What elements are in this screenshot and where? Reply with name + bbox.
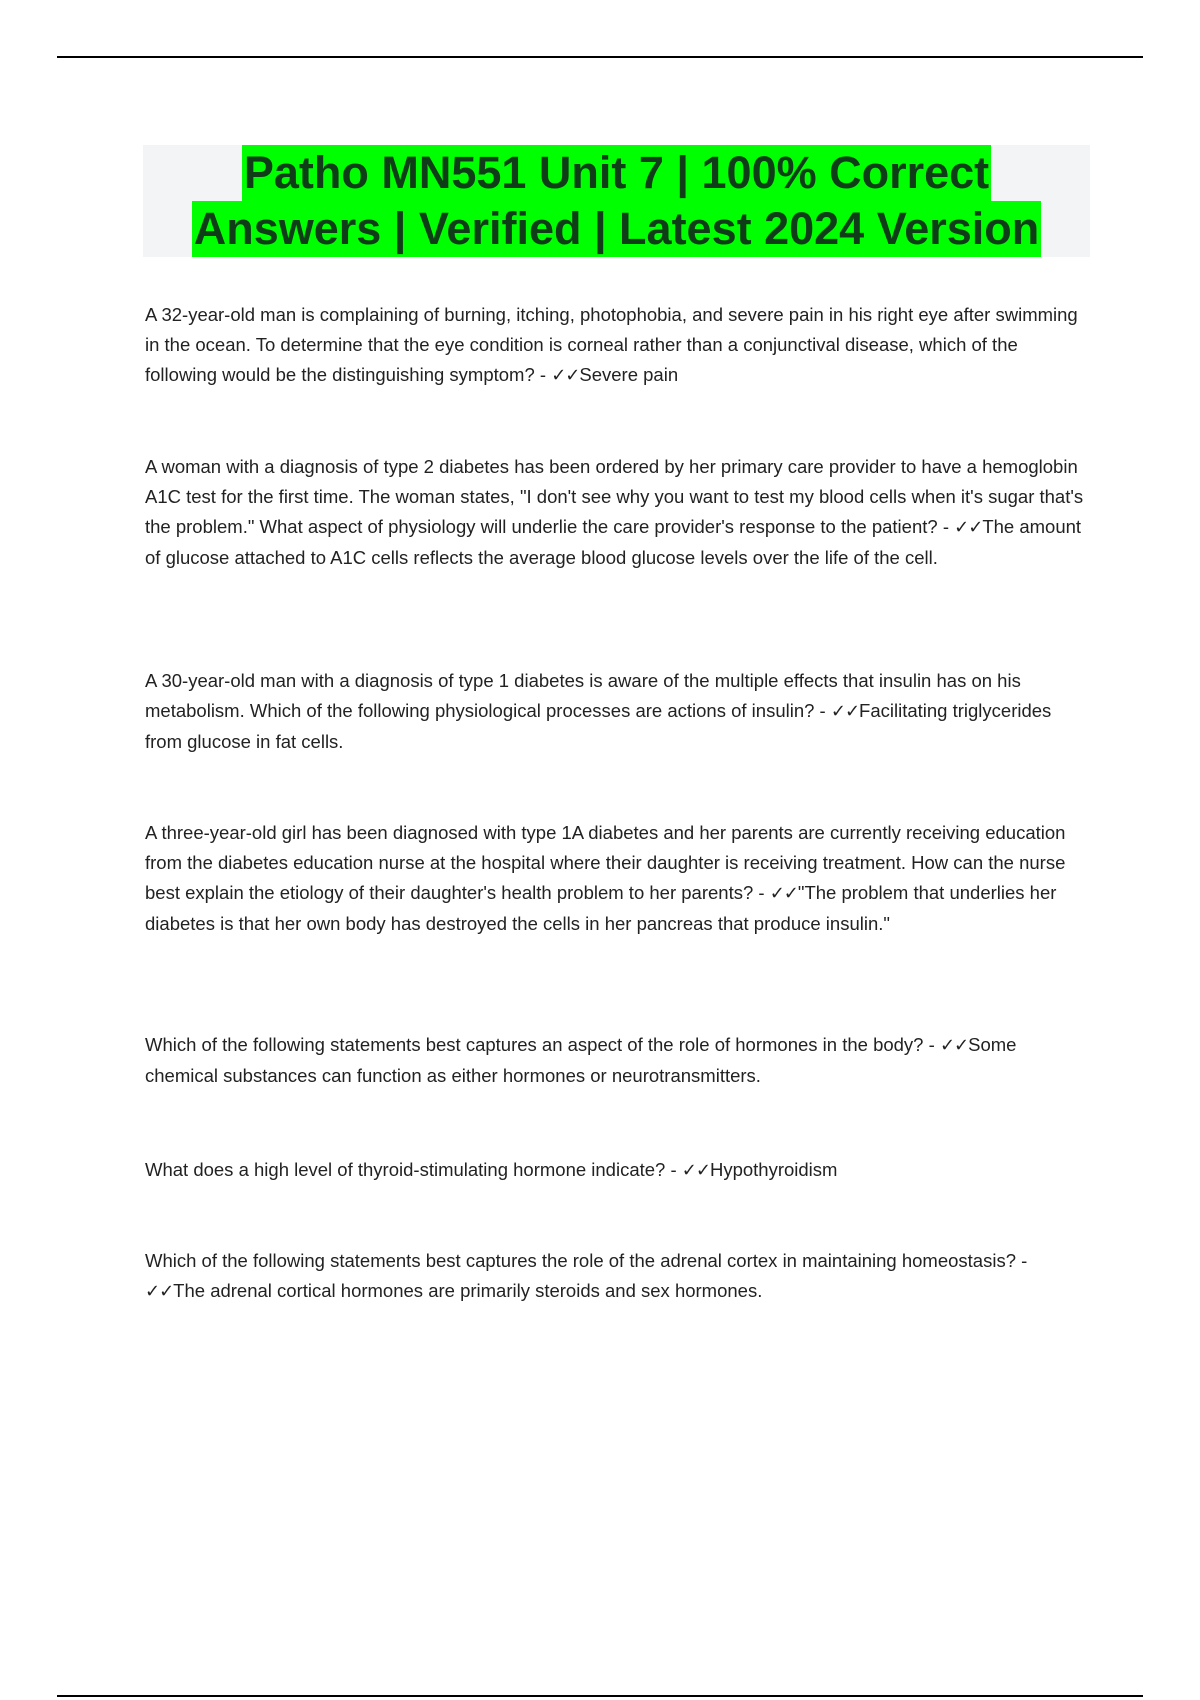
- question-text: A 32-year-old man is complaining of burning, itching, photophobia, and severe pain in his right eye after swimming in the ocean. To determine that the eye condition is corneal rather than a conjunctival disease, which of the following would be the distinguishing symptom?: [145, 304, 1078, 385]
- top-divider: [57, 56, 1143, 58]
- title-line-1: Patho MN551 Unit 7 | 100% Correct: [242, 145, 991, 201]
- qa-item: [145, 818, 1085, 939]
- answer-text: Some chemical substances can function as either hormones or neurotransmitters.: [145, 1034, 1017, 1086]
- double-check-icon: ✓✓: [551, 365, 580, 386]
- double-check-icon: ✓✓: [681, 1160, 710, 1181]
- qa-item: [145, 452, 1085, 573]
- title-line-2-wrap: [143, 201, 1090, 257]
- double-check-icon: ✓✓: [954, 517, 983, 538]
- answer-separator: -: [534, 364, 552, 385]
- question-text: A three-year-old girl has been diagnosed with type 1A diabetes and her parents are currently receiving education from the diabetes education nurse at the hospital where their daughter is receiving treatment. How can the nurse best explain the etiology of their daughter's health problem to her parents?: [145, 822, 1066, 903]
- question-text: A 30-year-old man with a diagnosis of type 1 diabetes is aware of the multiple effects that insulin has on his metabolism. Which of the following physiological processes are actions of insulin?: [145, 670, 1021, 721]
- question-text: Which of the following statements best captures the role of the adrenal cortex in maintaining homeostasis?: [145, 1250, 1016, 1271]
- question-text: Which of the following statements best captures an aspect of the role of hormones in the body?: [145, 1034, 924, 1055]
- double-check-icon: ✓✓: [830, 701, 860, 722]
- bottom-divider: [57, 1695, 1143, 1697]
- answer-text: Severe pain: [579, 364, 679, 385]
- answer-text: "The problem that underlies her diabetes is that her own body has destroyed the cells in her pancreas that produce insulin.": [145, 882, 1057, 934]
- title-line-2: Answers | Verified | Latest 2024 Version: [192, 201, 1042, 257]
- answer-separator: -: [1016, 1250, 1028, 1271]
- double-check-icon: ✓✓: [145, 1281, 174, 1302]
- answer-text: The amount of glucose attached to A1C cells reflects the average blood glucose levels over the life of the cell.: [145, 516, 1082, 568]
- qa-item: [145, 1155, 1085, 1186]
- qa-item: [145, 666, 1085, 757]
- document-title: [143, 145, 1090, 257]
- answer-separator: -: [814, 700, 831, 721]
- qa-item: [145, 1246, 1085, 1307]
- qa-item: [145, 1030, 1085, 1091]
- question-text: A woman with a diagnosis of type 2 diabetes has been ordered by her primary care provider to have a hemoglobin A1C test for the first time. The woman states, "I don't see why you want to test my blood cells when it's sugar that's the problem." What aspect of physiology will underlie the care provider's response to the patient?: [145, 456, 1084, 537]
- answer-text: Facilitating triglycerides from glucose in fat cells.: [145, 700, 1052, 752]
- answer-text: The adrenal cortical hormones are primarily steroids and sex hormones.: [173, 1280, 763, 1301]
- qa-item: [145, 300, 1085, 391]
- answer-separator: -: [937, 516, 955, 537]
- double-check-icon: ✓✓: [769, 883, 798, 904]
- title-line-1-wrap: [143, 145, 1090, 201]
- double-check-icon: ✓✓: [939, 1035, 969, 1056]
- answer-text: Hypothyroidism: [709, 1159, 838, 1180]
- answer-separator: -: [665, 1159, 682, 1180]
- answer-separator: -: [923, 1034, 940, 1055]
- question-text: What does a high level of thyroid-stimulating hormone indicate?: [145, 1159, 666, 1180]
- answer-separator: -: [753, 882, 770, 903]
